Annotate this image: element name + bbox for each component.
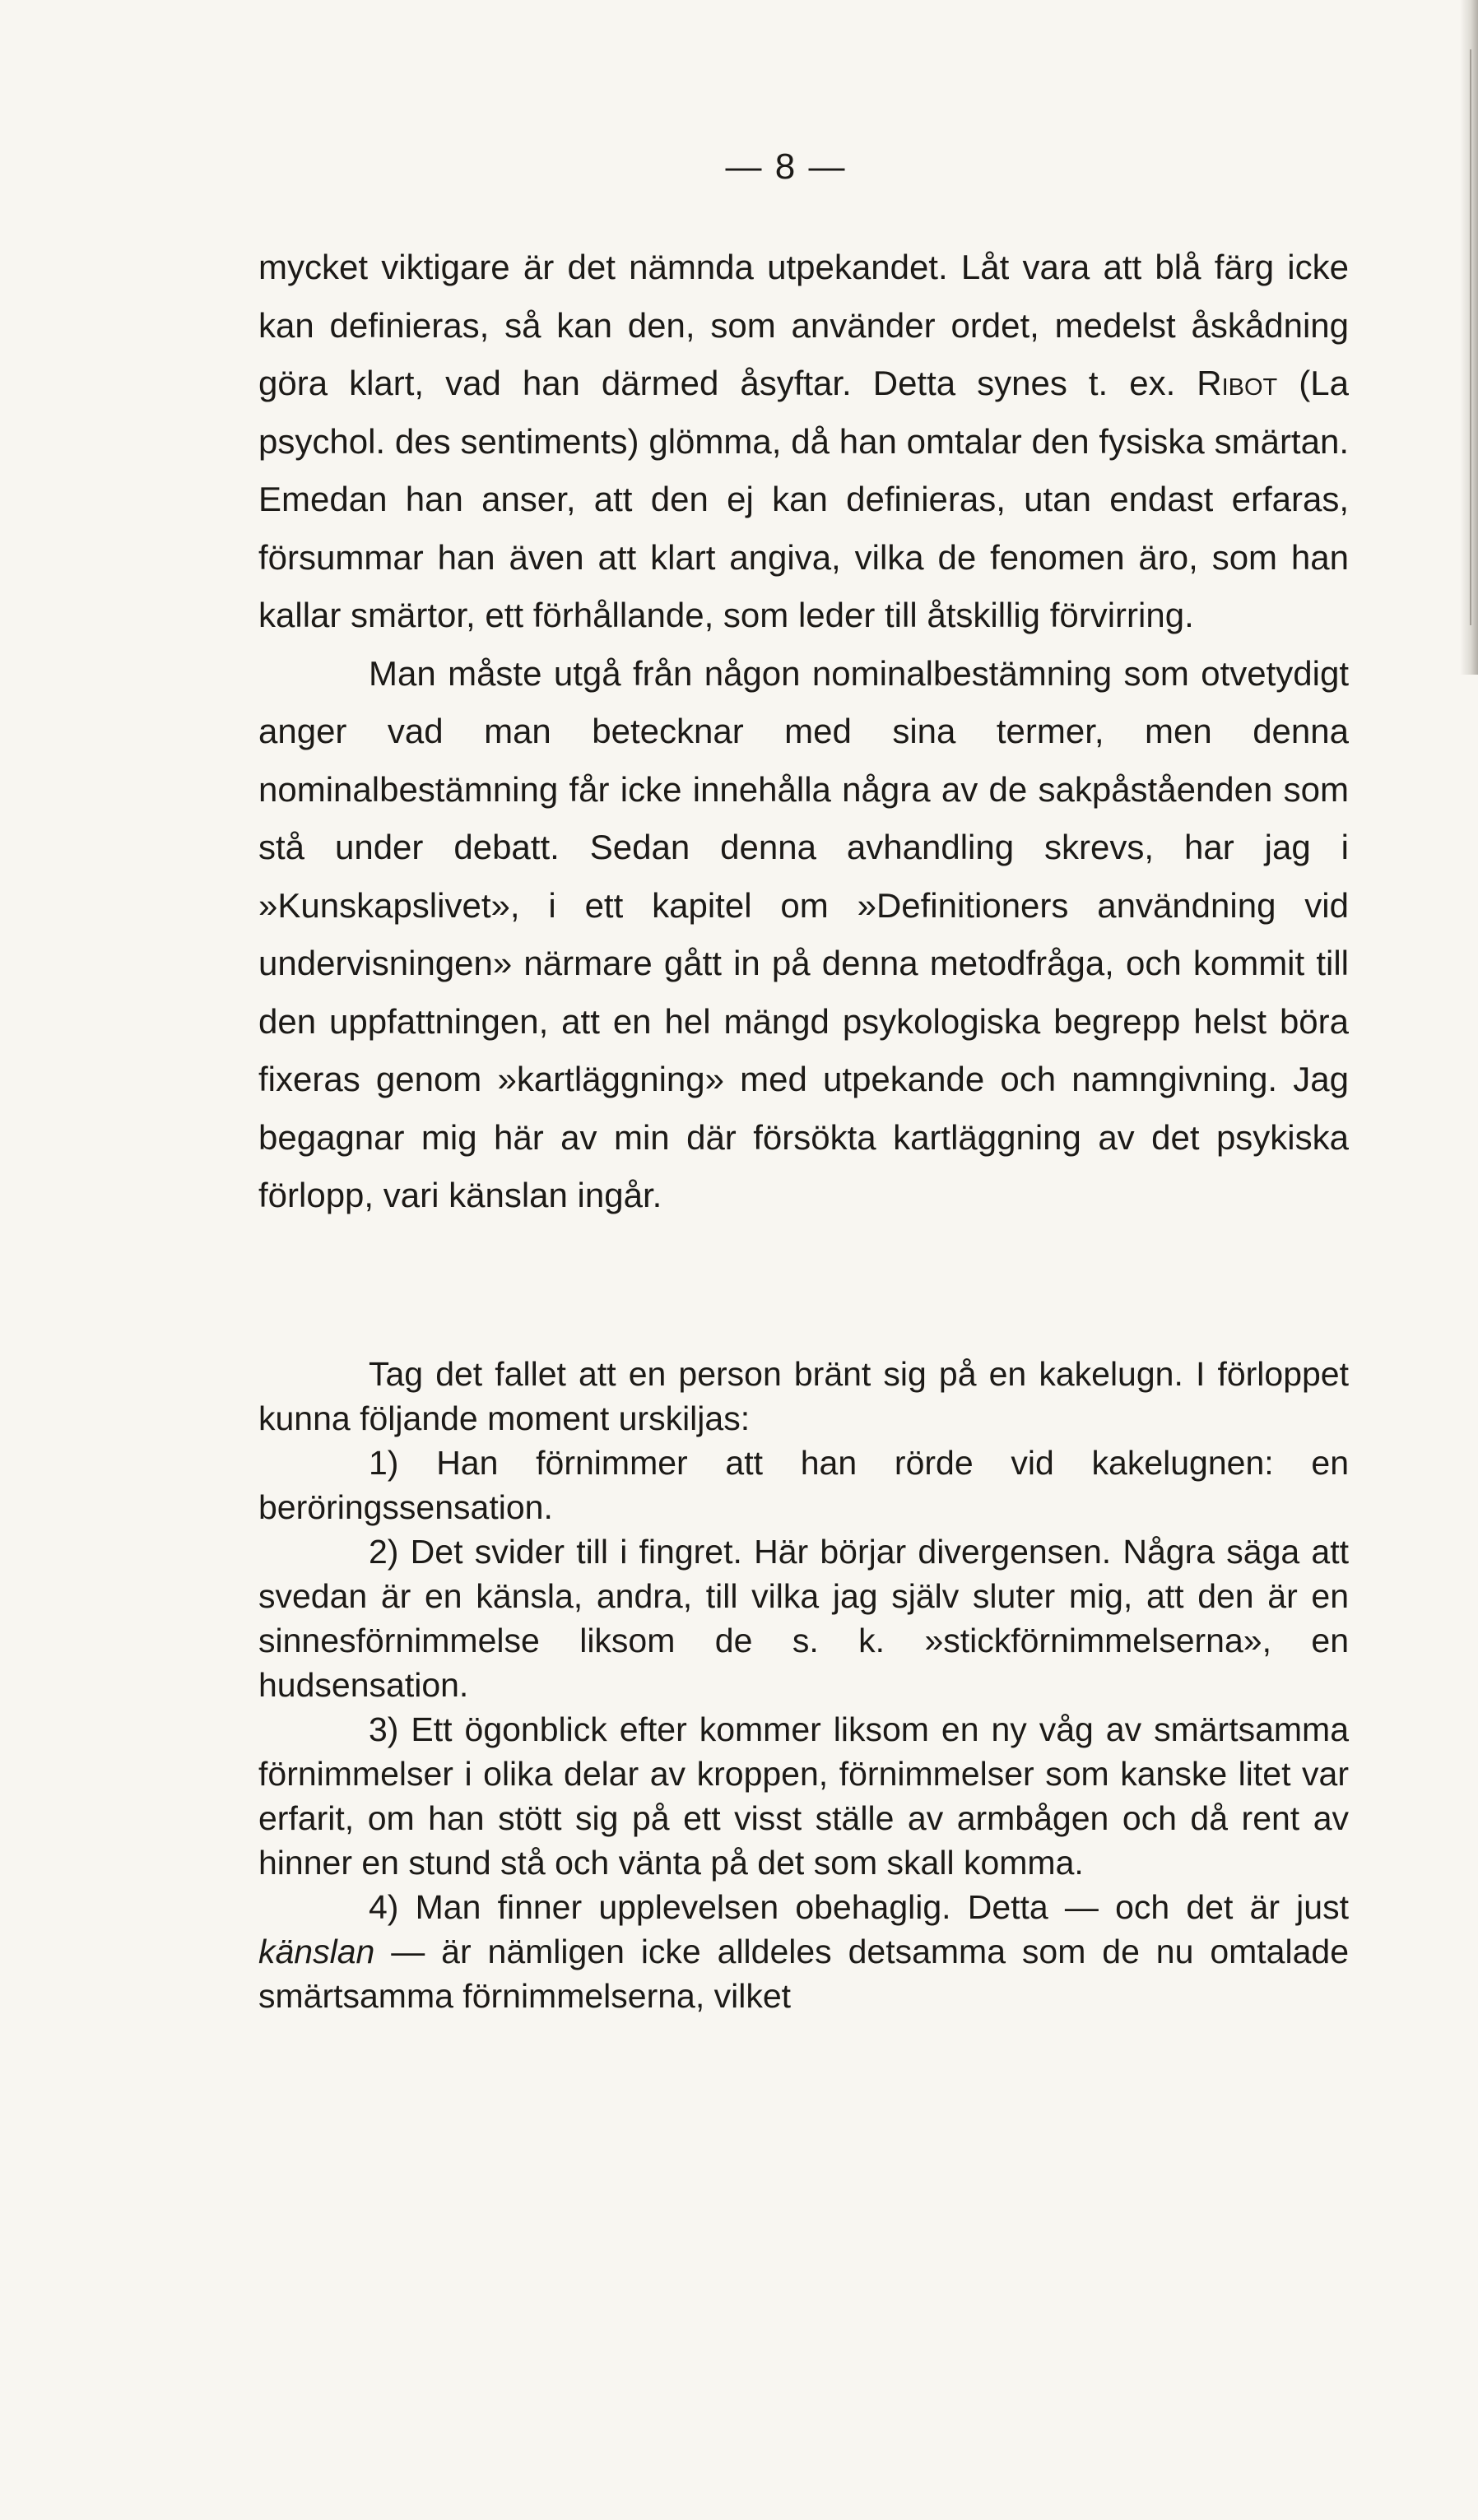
page-number: — 8 — <box>725 146 847 187</box>
list-item-4-part-a: 4) Man finner upplevelsen obehaglig. Detta — och det är just <box>369 1888 1349 1926</box>
paragraph-1 <box>258 239 1349 645</box>
list-item-3: 3) Ett ögonblick efter kommer liksom en ny våg av smärtsamma förnimmelser i olika delar av kroppen, förnimmelser som kanske litet var erfarit, om han stött sig på ett visst ställe av armbågen och då rent av hinner en stund stå och vänta på det som skall komma. <box>258 1710 1349 1882</box>
paragraph-2: Man måste utgå från någon nominalbestämning som otvetydigt anger vad man betecknar med sina termer, men denna nominalbestämning får icke innehålla några av de sakpåståenden som stå under debatt. Sedan denna avhandling skrevs, har jag i »Kunskapslivet», i ett kapitel om »Definitioners användning vid undervisningen» närmare gått in på denna metodfråga, och kommit till den uppfattningen, att en hel mängd psykologiska begrepp helst böra fixeras genom »kartläggning» med utpekande och namngivning. Jag begagnar mig här av min där försökta kartläggning av det psykiska förlopp, vari känslan ingår. <box>258 653 1349 1214</box>
author-name-ribot: Ribot <box>1197 364 1278 402</box>
page-edge-shadow <box>1460 0 1478 675</box>
emphasis-kanslan: känslan <box>258 1933 375 1970</box>
body-text-lower <box>258 1352 1349 2018</box>
paragraph-1-part-b: (La psychol. des sentiments) glömma, då han omtalar den fysiska smärtan. Emedan han anser, att den ej kan definieras, utan endast erfaras, försummar han även att klart angiva, vilka de fenomen äro, som han kallar smärtor, ett förhållande, som leder till åtskillig förvirring. <box>258 364 1349 634</box>
page-edge-line <box>1470 49 1471 625</box>
body-text-upper <box>258 239 1349 1225</box>
paragraph-3: Tag det fallet att en person bränt sig på en kakelugn. I förloppet kunna följande moment urskiljas: <box>258 1355 1349 1437</box>
paragraph-1-part-a: mycket viktigare är det nämnda utpekandet. Låt vara att blå färg icke kan definieras, så kan den, som använder ordet, medelst åskådning göra klart, vad han därmed åsyftar. Detta synes t. ex. <box>258 248 1349 402</box>
list-item-2: 2) Det svider till i fingret. Här börjar divergensen. Några säga att svedan är en känsla, andra, till vilka jag själv sluter mig, att den är en sinnesförnimmelse liksom de s. k. »stickförnimmelserna», en hudsensation. <box>258 1533 1349 1704</box>
list-item-4 <box>258 1885 1349 2018</box>
list-item-4-part-b: — är nämligen icke alldeles detsamma som de nu omtalade smärtsamma förnimmelserna, vilket <box>258 1933 1349 2015</box>
list-item-1: 1) Han förnimmer att han rörde vid kakelugnen: en beröringssensation. <box>258 1444 1349 1526</box>
